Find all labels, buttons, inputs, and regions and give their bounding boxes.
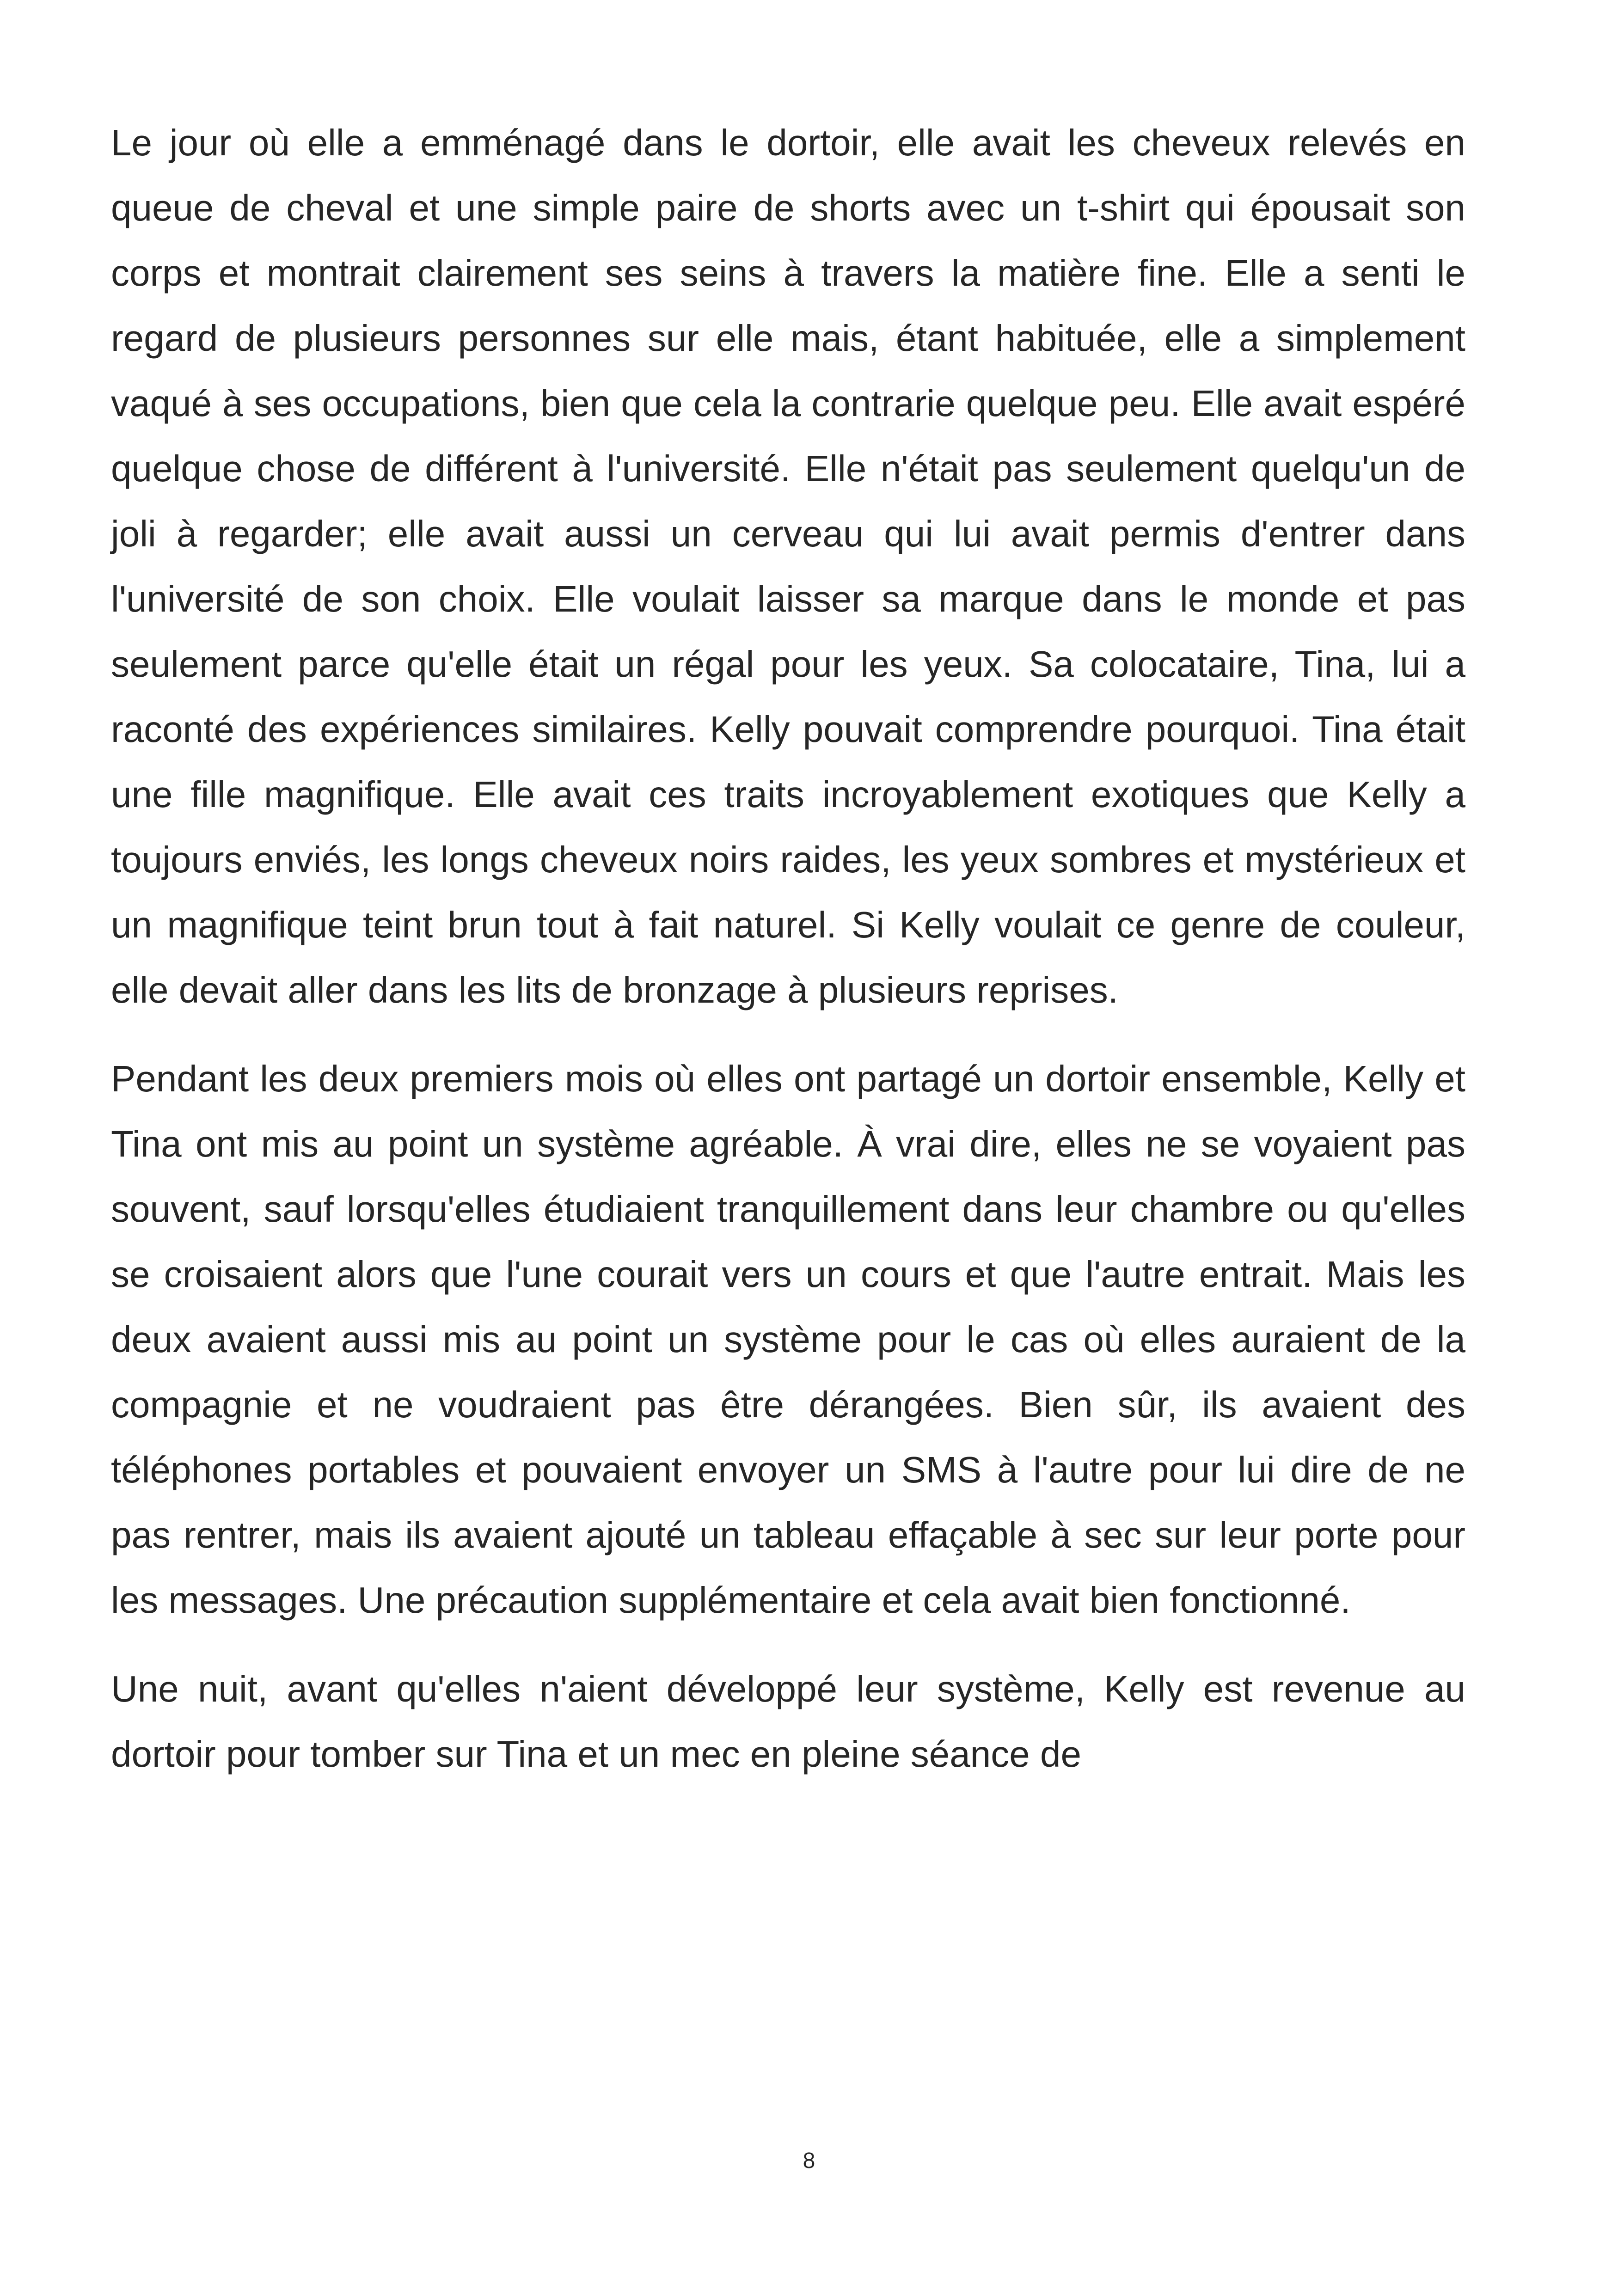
- body-text: [111, 110, 1465, 1810]
- page-number: 8: [803, 2149, 815, 2173]
- paragraph-2: Pendant les deux premiers mois où elles ont partagé un dortoir ensemble, Kelly et Tina ont mis au point un système agréable. À vrai dire, elles ne se voyaient pas souvent, sauf lorsqu'elles étudiaient tranquillement dans leur chambre ou qu'elles se croisaient alors que l'une courait vers un cours et que l'autre entrait. Mais les deux avaient aussi mis au point un système pour le cas où elles auraient de la compagnie et ne voudraient pas être dérangées. Bien sûr, ils avaient des téléphones portables et pouvaient envoyer un SMS à l'autre pour lui dire de ne pas rentrer, mais ils avaient ajouté un tableau effaçable à sec sur leur porte pour les messages. Une précaution supplémentaire et cela avait bien fonctionné.: [111, 1058, 1465, 1621]
- paragraph-1: Le jour où elle a emménagé dans le dortoir, elle avait les cheveux relevés en queue de cheval et une simple paire de shorts avec un t-shirt qui épousait son corps et montrait clairement ses seins à travers la matière fine. Elle a senti le regard de plusieurs personnes sur elle mais, étant habituée, elle a simplement vaqué à ses occupations, bien que cela la contrarie quelque peu. Elle avait espéré quelque chose de différent à l'université. Elle n'était pas seulement quelqu'un de joli à regarder; elle avait aussi un cerveau qui lui avait permis d'entrer dans l'université de son choix. Elle voulait laisser sa marque dans le monde et pas seulement parce qu'elle était un régal pour les yeux. Sa colocataire, Tina, lui a raconté des expériences similaires. Kelly pouvait comprendre pourquoi. Tina était une fille magnifique. Elle avait ces traits incroyablement exotiques que Kelly a toujours enviés, les longs cheveux noirs raides, les yeux sombres et mystérieux et un magnifique teint brun tout à fait naturel. Si Kelly voulait ce genre de couleur, elle devait aller dans les lits de bronzage à plusieurs reprises.: [111, 122, 1465, 1010]
- paragraph-3: Une nuit, avant qu'elles n'aient développé leur système, Kelly est revenue au dortoir pour tomber sur Tina et un mec en pleine séance de: [111, 1668, 1465, 1775]
